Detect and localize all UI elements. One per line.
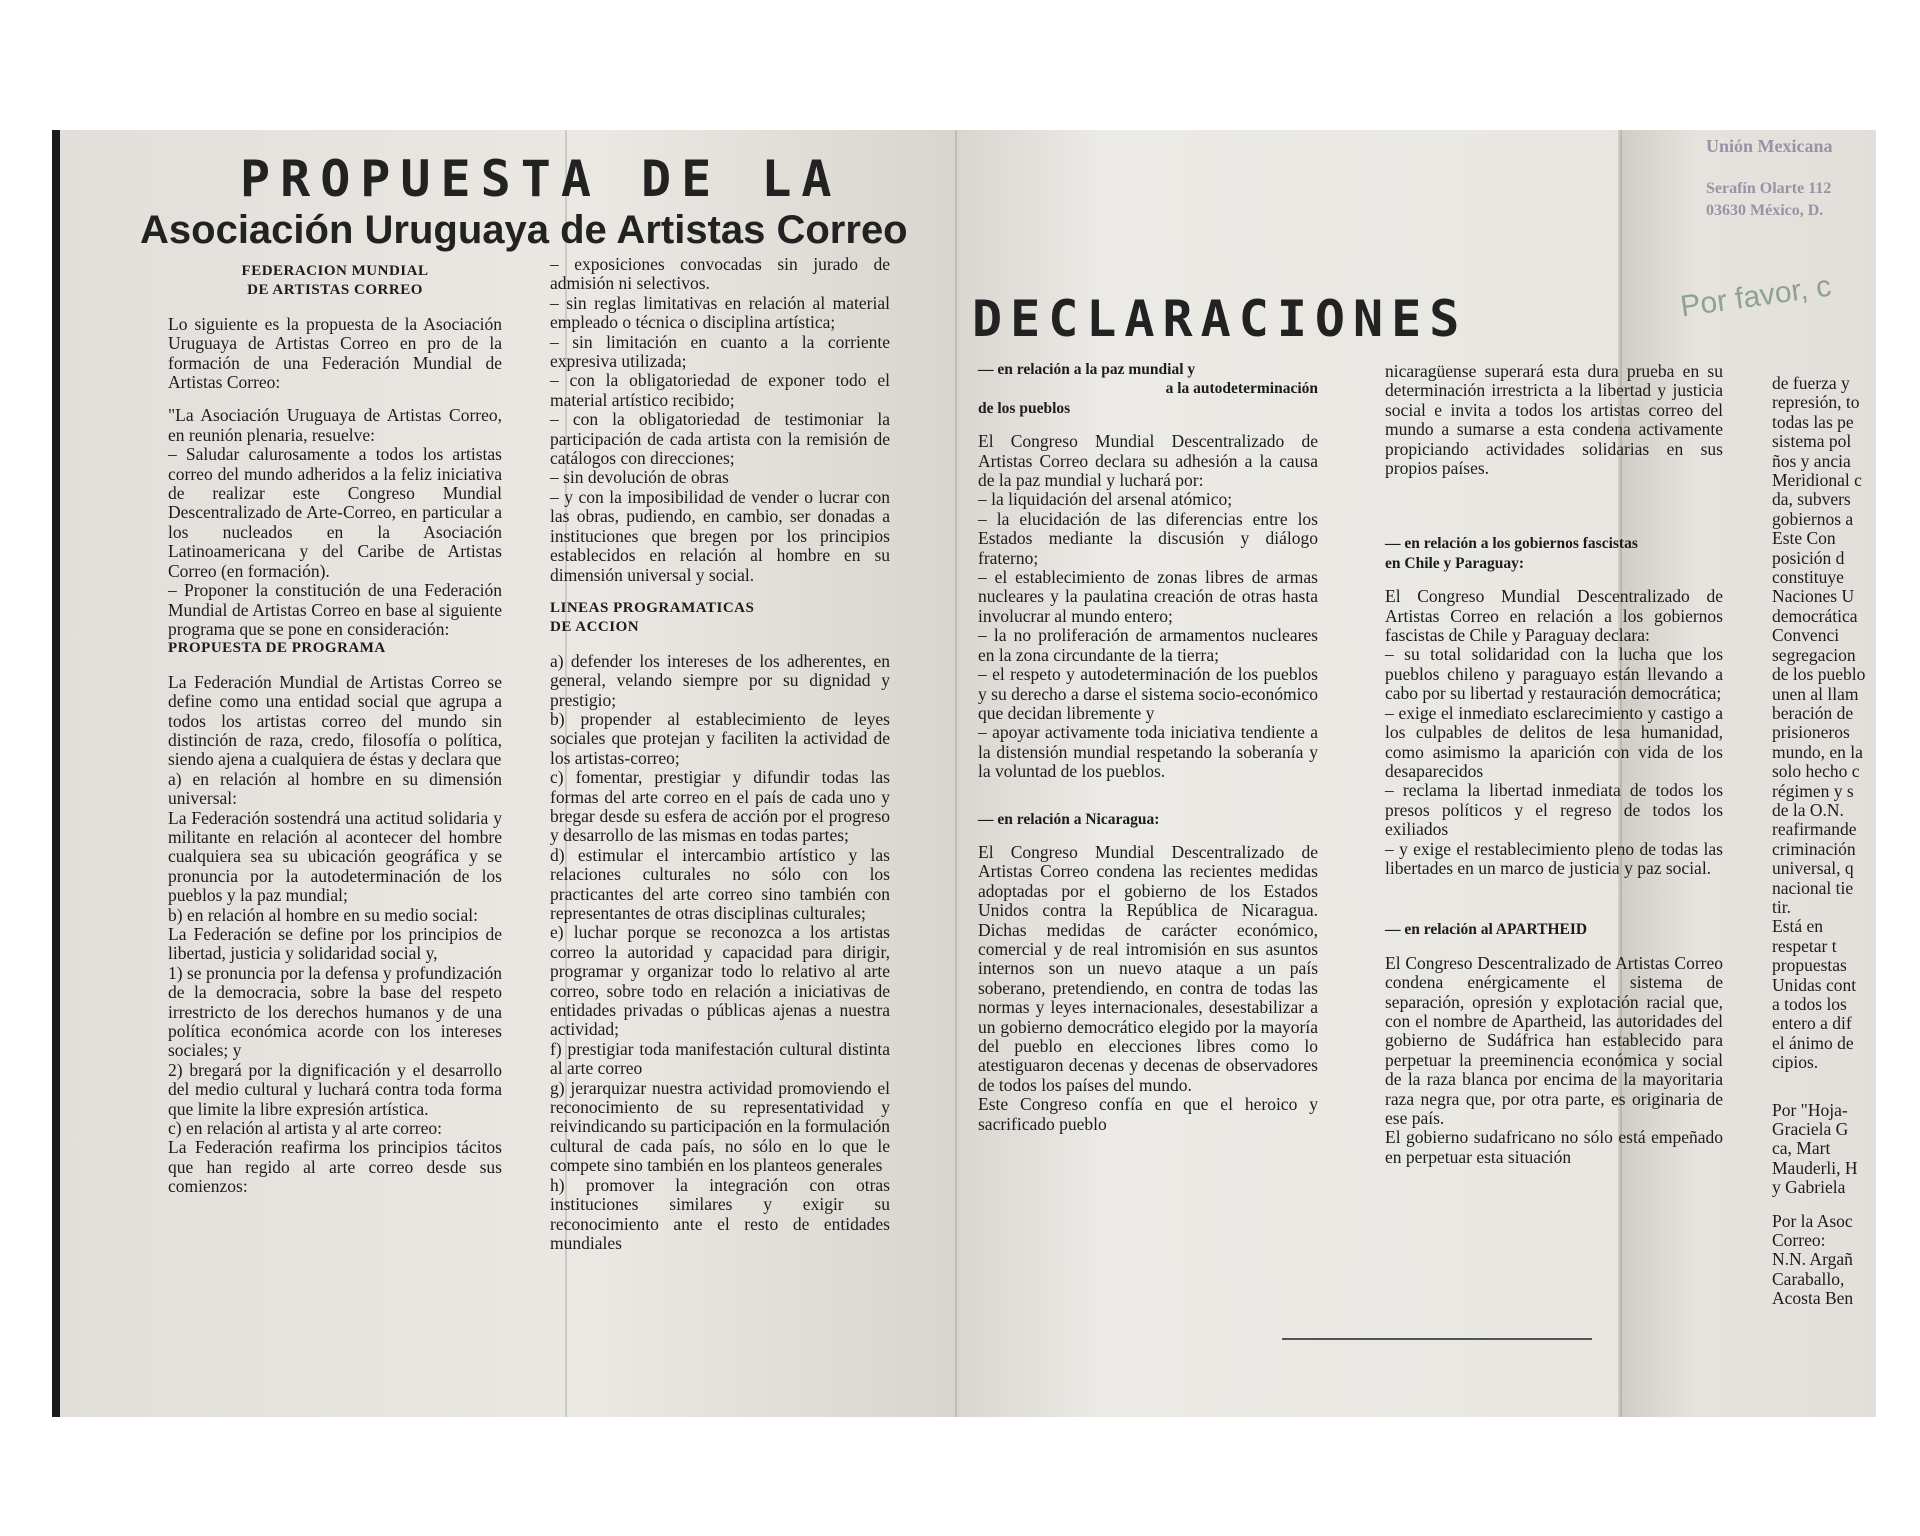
paragraph: El gobierno sudafricano no sólo está empeñado en perpetuar esta situación <box>1385 1127 1723 1167</box>
text-fragment: gobiernos a <box>1772 508 1854 529</box>
paragraph: La Federación sostendrá una actitud solidaria y militante en relación al acontecer del hombre cualquiera sea su ubicación geográfica y se pronuncia por la autodeterminación de los pueblos y la paz mundial; <box>168 807 502 906</box>
paragraph: – y exige el restablecimiento pleno de todas las libertades en un marco de justicia y paz social. <box>1385 838 1723 878</box>
fold-line <box>955 130 957 1417</box>
paragraph: – la liquidación del arsenal atómico; <box>978 489 1233 510</box>
signature-fragment: Caraballo, <box>1772 1268 1845 1289</box>
section-heading: — en relación al APARTHEID <box>1385 921 1588 939</box>
section-heading: — en relación a la paz mundial y <box>978 361 1196 378</box>
letterhead-line: 03630 México, D. <box>1706 202 1824 219</box>
text-fragment: el ánimo de <box>1772 1032 1854 1053</box>
text-fragment: universal, q <box>1772 858 1854 879</box>
page-edge <box>52 130 60 1417</box>
text-fragment: cipios. <box>1772 1052 1819 1073</box>
program-heading: PROPUESTA DE PROGRAMA <box>168 640 386 657</box>
section-heading: — en relación a Nicaragua: <box>978 810 1160 828</box>
text-fragment: reafirmande <box>1772 819 1857 840</box>
signature-fragment: Mauderli, H <box>1772 1157 1858 1178</box>
signature-fragment: N.N. Argañ <box>1772 1249 1853 1270</box>
paragraph: 2) bregará por la dignificación y el desarrollo del medio cultural y luchará contra toda forma que limite la libre expresión artística. <box>168 1059 502 1119</box>
text-fragment: segregacion <box>1772 644 1856 665</box>
handwritten-stamp: Por favor, c <box>1678 269 1834 324</box>
text-fragment: de la O.N. <box>1772 799 1844 820</box>
text-fragment: de los pueblo <box>1772 664 1866 685</box>
text-fragment: todas las pe <box>1772 411 1854 432</box>
signature-fragment: Por la Asoc <box>1772 1210 1853 1231</box>
section-heading: a la autodeterminación <box>1165 380 1318 398</box>
column-5-cropped <box>1772 374 1882 1309</box>
column-2 <box>550 255 890 1253</box>
paragraph: – sin limitación en cuanto a la corriente expresiva utilizada; <box>550 331 890 372</box>
text-fragment: a todos los <box>1772 994 1847 1014</box>
main-subtitle: Asociación Uruguaya de Artistas Correo <box>140 208 908 252</box>
text-fragment: Convenci <box>1772 625 1840 646</box>
divider <box>1282 1338 1592 1340</box>
paragraph: El Congreso Mundial Descentralizado de Artistas Correo condena las recientes medidas adoptadas por el gobierno de los Estados Unidos contra la República de Nicaragua. Dichas medidas de carácter económico, comercial y de real intromisión en sus asuntos internos son un nuevo ataque a un país soberano, pretendiendo, en contra de todas las normas y leyes internacionales, desestabilizar a un gobierno democrático elegido por la mayoría del pueblo en elecciones libres como lo atestiguaron decenas y decenas de observadores de todos los países del mundo. <box>978 841 1318 1095</box>
paragraph: – Proponer la constitución de una Federación Mundial de Artistas Correo en base al siguiente programa que se pone en consideración: <box>168 580 502 639</box>
paragraph: – sin devolución de obras <box>550 467 729 488</box>
text-fragment: da, subvers <box>1772 489 1851 510</box>
paragraph: La Federación reafirma los principios tácitos que han regido al arte correo desde sus comienzos: <box>168 1137 502 1197</box>
col2-heading: LINEAS PROGRAMATICAS <box>550 599 755 616</box>
text-fragment: respetar t <box>1772 935 1837 956</box>
text-fragment: represión, to <box>1772 392 1860 413</box>
text-fragment: tir. <box>1772 896 1791 917</box>
paragraph: Este Congreso confía en que el heroico y sacrificado pueblo <box>978 1094 1318 1134</box>
text-fragment: solo hecho c <box>1772 761 1860 782</box>
col2-heading: DE ACCION <box>550 619 640 636</box>
declarations-title: DECLARACIONES <box>972 290 1468 348</box>
text-fragment: prisioneros <box>1772 722 1850 743</box>
paragraph: – y con la imposibilidad de vender o lucrar con las obras, pudiendo, en cambio, ser donadas a instituciones que bregen por los principios establecidos en relación al hombre en su dimensión universal y social. <box>550 486 890 585</box>
column-1 <box>168 262 502 1197</box>
paragraph: – la elucidación de las diferencias entre los Estados mediante la discusión y diálogo fraterno; <box>978 508 1318 568</box>
list-item: a) defender los intereses de los adherentes, en general, velando siempre por su dignidad y prestigio; <box>550 650 890 710</box>
text-fragment: régimen y s <box>1772 780 1854 801</box>
column-4 <box>1385 362 1723 1167</box>
paragraph: – con la obligatoriedad de testimoniar la participación de cada artista con la remisión de catálogos con direcciones; <box>550 409 890 469</box>
list-item: d) estimular el intercambio artístico y las relaciones culturales no sólo con los practicantes del arte correo sino también con representantes de otras disciplinas culturales; <box>550 844 890 923</box>
text-fragment: Naciones U <box>1772 586 1855 607</box>
section-heading: en Chile y Paraguay: <box>1385 554 1525 572</box>
list-item: f) prestigiar toda manifestación cultural distinta al arte correo <box>550 1038 890 1079</box>
letterhead-line: Serafín Olarte 112 <box>1706 180 1832 197</box>
paragraph: El Congreso Mundial Descentralizado de Artistas Correo declara su adhesión a la causa de la paz mundial y luchará por: <box>978 431 1318 491</box>
paragraph: – con la obligatoriedad de exponer todo el material artístico recibido; <box>550 370 890 410</box>
signature-fragment: Por "Hoja- <box>1772 1099 1848 1120</box>
section-heading: — en relación a los gobiernos fascistas <box>1385 535 1638 553</box>
section-heading: de los pueblos <box>978 399 1071 417</box>
text-fragment: Unidas cont <box>1772 974 1857 995</box>
text-fragment: beración de <box>1772 702 1854 723</box>
paragraph: – sin reglas limitativas en relación al material empleado o técnica o disciplina artística; <box>550 292 890 333</box>
paragraph: El Congreso Descentralizado de Artistas Correo condena enérgicamente el sistema de separación, opresión y explotación racial que, con el nombre de Apartheid, las autoridades del gobierno de Sudáfrica han establecido para perpetuar la preeminencia económica y social de la raza blanca por encima de la mayoritaria raza negra que, por otra parte, es originaria de ese país. <box>1385 952 1723 1128</box>
col1-heading: FEDERACION MUNDIAL <box>241 263 429 279</box>
text-fragment: de fuerza y <box>1772 374 1850 393</box>
text-fragment: entero a dif <box>1772 1013 1852 1034</box>
text-fragment: nacional tie <box>1772 877 1854 898</box>
list-item: c) fomentar, prestigiar y difundir todas las formas del arte correo en el país de cada uno y bregar desde su esfera de acción por el progreso y desarrollo de las mismas en todas partes; <box>550 767 890 846</box>
signature-fragment: ca, Mart <box>1772 1138 1831 1159</box>
paragraph: "La Asociación Uruguaya de Artistas Correo, en reunión plenaria, resuelve: <box>168 405 502 445</box>
list-item: g) jerarquizar nuestra actividad promoviendo el reconocimiento de su representatividad y reivindicando su participación en la formulación cultural de cada país, no sólo en lo que le compete sino también en los planteos generales <box>550 1077 890 1176</box>
text-fragment: criminación <box>1772 838 1856 859</box>
paragraph: – apoyar activamente toda iniciativa tendiente a la distensión mundial respetando la soberanía y la voluntad de los pueblos. <box>978 722 1318 782</box>
column-3 <box>978 360 1318 1134</box>
text-fragment: Meridional c <box>1772 470 1862 491</box>
paragraph: b) en relación al hombre en su medio social: <box>168 904 479 925</box>
paragraph: – exposiciones convocadas sin jurado de admisión ni selectivos. <box>550 254 890 294</box>
letterhead-line: Unión Mexicana <box>1706 136 1833 156</box>
paragraph: Lo siguiente es la propuesta de la Asociación Uruguaya de Artistas Correo en pro de la formación de una Federación Mundial de Artistas Correo: <box>168 313 502 393</box>
signature-fragment: Graciela G <box>1772 1119 1849 1140</box>
paragraph: La Federación se define por los principios de libertad, justicia y solidaridad social y, <box>168 924 502 964</box>
text-fragment: Está en <box>1772 916 1824 937</box>
signature-fragment: y Gabriela <box>1772 1177 1846 1198</box>
paragraph: – Saludar calurosamente a todos los artistas correo del mundo adheridos a la feliz iniciativa de realizar este Congreso Mundial Descentralizado de Arte-Correo, en particular a los nucleados en la Asociación Latinoamericana y del Caribe de Artistas Correo (en formación). <box>168 444 502 581</box>
paragraph: a) en relación al hombre en su dimensión universal: <box>168 768 502 809</box>
paragraph: – el establecimiento de zonas libres de armas nucleares y la paulatina creación de otras hasta involucrar al mundo entero; <box>978 567 1318 626</box>
text-fragment: ños y ancia <box>1772 450 1851 471</box>
col1-heading: DE ARTISTAS CORREO <box>247 282 423 299</box>
text-fragment: Este Con <box>1772 528 1836 549</box>
paragraph: 1) se pronuncia por la defensa y profundización de la democracia, sobre la base del respeto irrestricto de los derechos humanos y de una política económica acorde con los intereses sociales; y <box>168 962 502 1061</box>
list-item: b) propender al establecimiento de leyes sociales que protejan y faciliten la actividad de los artistas-correo; <box>550 708 890 768</box>
paragraph: – reclama la libertad inmediata de todos los presos políticos y el regreso de todos los exiliados <box>1385 780 1723 840</box>
list-item: e) luchar porque se reconozca a los artistas correo la autoridad y capacidad para dirigir, programar y organizar todo lo relativo al arte correo, sobre todo en relación a iniciativas de entidades privadas o públicas ajenas a nuestra actividad; <box>550 922 890 1040</box>
paragraph: nicaragüense superará esta dura prueba en su determinación irrestricta a la libertad y justicia social e invita a todos los artistas correo del mundo a sumarse a esta condena activamente propiciando actividades solidarias en sus propios países. <box>1385 361 1723 479</box>
main-title: PROPUESTA DE LA <box>240 150 842 208</box>
text-fragment: posición d <box>1772 547 1845 568</box>
text-fragment: sistema pol <box>1772 431 1852 452</box>
signature-fragment: Acosta Ben <box>1772 1288 1854 1309</box>
paragraph: – la no proliferación de armamentos nucleares en la zona circundante de la tierra; <box>978 625 1318 665</box>
paragraph: – su total solidaridad con la lucha que los pueblos chileno y paraguayo están llevando a cabo por su libertad y restauración democrática; <box>1385 644 1723 704</box>
text-fragment: unen al llam <box>1772 683 1859 704</box>
text-fragment: democrática <box>1772 605 1858 626</box>
text-fragment: constituye <box>1772 567 1844 588</box>
paragraph: c) en relación al artista y al arte correo: <box>168 1118 443 1139</box>
paragraph: – el respeto y autodeterminación de los pueblos y su derecho a darse el sistema socio-económico que decidan libremente y <box>978 664 1318 723</box>
text-fragment: mundo, en la <box>1772 741 1863 762</box>
paragraph: La Federación Mundial de Artistas Correo se define como una entidad social que agrupa a todos los artistas correo del mundo sin distinción de raza, credo, filosofía o política, siendo ajena a cualquiera de éstas y declara que <box>168 671 502 770</box>
signature-fragment: Correo: <box>1772 1230 1826 1251</box>
paragraph: – exige el inmediato esclarecimiento y castigo a los culpables de delitos de lesa humanidad, como asimismo la aparición con vida de los desaparecidos <box>1385 702 1723 781</box>
list-item: h) promover la integración con otras instituciones similares y exigir su reconocimiento ante el resto de entidades mundiales <box>550 1174 890 1253</box>
paragraph: El Congreso Mundial Descentralizado de Artistas Correo en relación a los gobiernos fascistas de Chile y Paraguay declara: <box>1385 586 1723 646</box>
text-fragment: propuestas <box>1772 955 1847 976</box>
